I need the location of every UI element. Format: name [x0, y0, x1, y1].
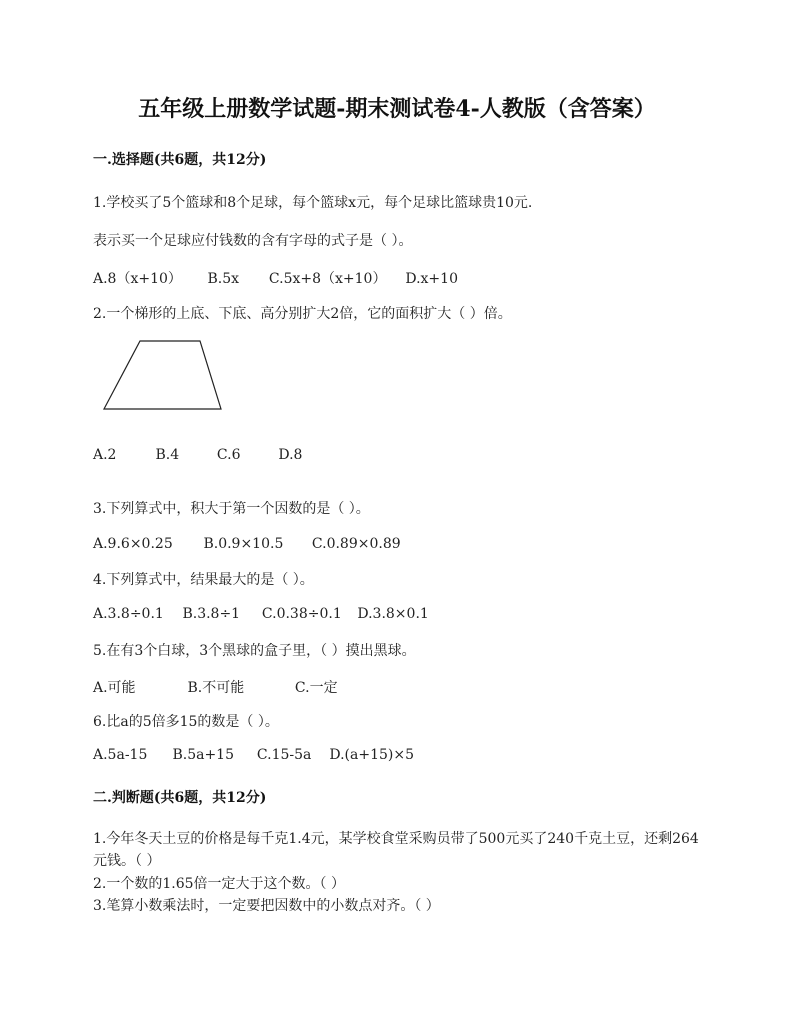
option-a[interactable]: A.3.8÷0.1: [93, 606, 164, 622]
question-2-line-1: 2.一个梯形的上底、下底、高分别扩大2倍，它的面积扩大（ ）倍。: [93, 306, 512, 322]
page-title: 五年级上册数学试题-期末测试卷4-人教版（含答案）: [138, 96, 656, 122]
option-d[interactable]: D.8: [278, 447, 303, 463]
question-2-options: [93, 447, 302, 463]
question-1-line-1: 1.学校买了5个篮球和8个足球，每个篮球x元，每个足球比篮球贵10元.: [93, 195, 533, 211]
option-b[interactable]: B.不可能: [187, 680, 245, 696]
option-a[interactable]: A.8（x+10）: [93, 271, 182, 287]
option-a[interactable]: A.5a-15: [93, 747, 148, 763]
option-b[interactable]: B.3.8÷1: [182, 606, 241, 622]
option-a[interactable]: A.9.6×0.25: [93, 536, 173, 552]
option-a[interactable]: A.2: [93, 447, 117, 463]
option-b[interactable]: B.4: [155, 447, 180, 463]
option-b[interactable]: B.0.9×10.5: [203, 536, 284, 552]
question-3-line-1: 3.下列算式中，积大于第一个因数的是（ ）。: [93, 501, 370, 517]
option-c[interactable]: C.6: [216, 447, 241, 463]
section-heading-choice: 一.选择题(共6题，共12分): [93, 152, 267, 168]
option-c[interactable]: C.一定: [294, 680, 338, 696]
trapezoid-figure: [100, 338, 230, 414]
question-1-line-2: 表示买一个足球应付钱数的含有字母的式子是（ ）。: [93, 233, 413, 249]
question-3-options: [93, 536, 401, 552]
section-heading-judgement: 二.判断题(共6题，共12分): [93, 790, 267, 806]
option-d[interactable]: D.(a+15)×5: [329, 747, 414, 763]
option-c[interactable]: C.0.89×0.89: [311, 536, 401, 552]
question-5-line-1: 5.在有3个白球，3个黑球的盒子里，（ ）摸出黑球。: [93, 643, 416, 659]
question-6-options: [93, 747, 414, 763]
judgement-item-1: 1.今年冬天土豆的价格是每千克1.4元，某学校食堂采购员带了500元买了240千克土豆，还剩264元钱。（ ）: [93, 831, 699, 869]
option-a[interactable]: A.可能: [93, 680, 136, 696]
option-b[interactable]: B.5a+15: [172, 747, 234, 763]
question-1-options: [93, 268, 458, 288]
question-5-options: [93, 677, 338, 697]
question-4-options: [93, 606, 429, 622]
option-c[interactable]: C.15-5a: [256, 747, 312, 763]
question-6-line-1: 6.比a的5倍多15的数是（ ）。: [93, 714, 279, 730]
option-c[interactable]: C.0.38÷0.1: [261, 606, 342, 622]
option-d[interactable]: D.3.8×0.1: [357, 606, 429, 622]
option-c[interactable]: C.5x+8（x+10）: [268, 271, 387, 287]
judgement-item-2: 2.一个数的1.65倍一定大于这个数。（ ）: [93, 876, 345, 892]
option-d[interactable]: D.x+10: [405, 271, 458, 287]
question-4-line-1: 4.下列算式中，结果最大的是（ ）。: [93, 572, 314, 588]
judgement-item-3: 3.笔算小数乘法时，一定要把因数中的小数点对齐。（ ）: [93, 898, 440, 914]
option-b[interactable]: B.5x: [207, 271, 239, 287]
